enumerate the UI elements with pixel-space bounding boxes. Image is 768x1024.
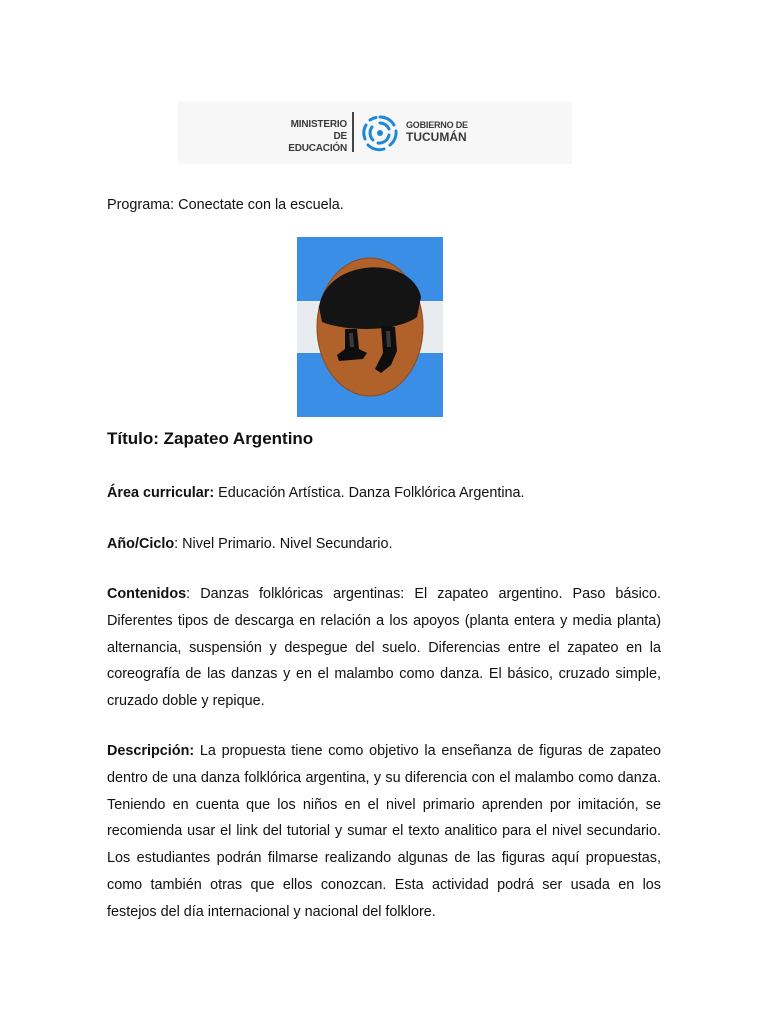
page-title: Título: Zapateo Argentino [107, 429, 314, 448]
descripcion-label: Descripción: [107, 743, 195, 759]
gobierno-seal-icon [360, 113, 400, 153]
header-logo-banner [178, 102, 572, 164]
descripcion-value: La propuesta tiene como objetivo la enseñanza de figuras de zapateo dentro de una danza folklórica argentina, y su diferencia con el malambo como danza. Teniendo en cuenta que los niños en el nivel primario aprenden por imitación, se recomienda usar el link del tutorial y sumar el texto analitico para el nivel secundario. Los estudiantes podrán filmarse realizando algunas de las figuras aquí propuestas, como también otras que ellos conozcan. Esta actividad podrá ser usada en los festejos del día internacional y nacional del folklore. [107, 743, 661, 920]
ano-ciclo-line [107, 531, 661, 558]
program-line: Programa: Conectate con la escuela. [107, 197, 344, 213]
logo-divider [352, 112, 354, 152]
ministerio-line-1: MINISTERIO DE [290, 119, 347, 142]
area-label: Área curricular: [107, 485, 215, 501]
ministerio-logo-text [275, 119, 347, 155]
ministerio-line-2: EDUCACIÓN [288, 143, 347, 154]
gobierno-line-1: GOBIERNO DE [406, 120, 468, 130]
area-value: Educación Artística. Danza Folklórica Argentina. [214, 485, 525, 501]
contenidos-label: Contenidos [107, 586, 187, 602]
contenidos-paragraph [107, 581, 661, 715]
contenidos-value: : Danzas folklóricas argentinas: El zapateo argentino. Paso básico. Diferentes tipos de descarga en relación a los apoyos (planta entera y media planta) alternancia, suspensión y despegue del suelo. Diferencias entre el zapateo en la coreografía de las danzas y en el malambo como danza. El básico, cruzado simple, cruzado doble y repique. [107, 586, 661, 710]
descripcion-paragraph [107, 738, 661, 926]
ciclo-label: Año/Ciclo [107, 536, 175, 552]
area-curricular-line [107, 480, 661, 507]
zapateo-photo [297, 237, 443, 417]
ciclo-value: : Nivel Primario. Nivel Secundario. [174, 536, 393, 552]
gobierno-logo-text [406, 119, 516, 143]
gobierno-line-2: TUCUMÁN [406, 130, 467, 144]
